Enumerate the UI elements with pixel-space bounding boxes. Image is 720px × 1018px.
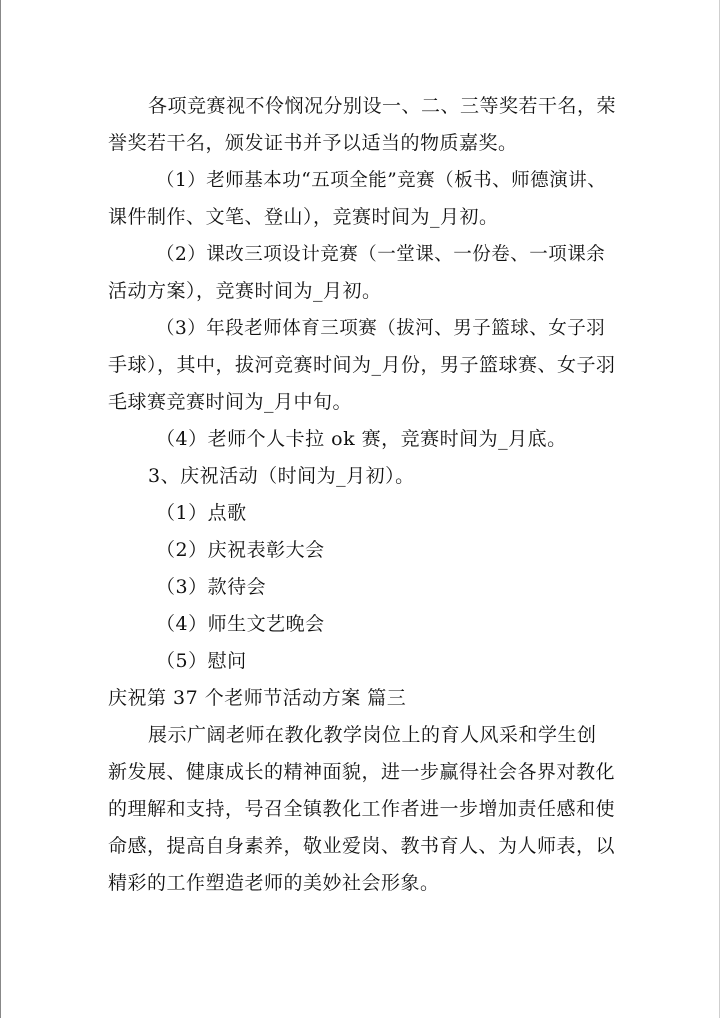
paragraph-line: 新发展、健康成长的精神面貌，进一步赢得社会各界对教化 (108, 761, 616, 783)
paragraph-line: 精彩的工作塑造老师的美妙社会形象。 (108, 872, 440, 894)
paragraph-line: （3）年段老师体育三项赛（拔河、男子篮球、女子羽 (156, 318, 606, 339)
list-item: （3）款待会 (156, 576, 267, 598)
paragraph-line: （1）老师基本功“五项全能”竞赛（板书、师德演讲、 (156, 170, 607, 191)
section-heading: 3、庆祝活动（时间为_月初）。 (148, 465, 415, 487)
paragraph-line: 课件制作、文笔、登山），竞赛时间为_月初。 (108, 206, 499, 228)
list-item: （1）点歌 (156, 502, 247, 524)
paragraph-line: 命感，提高自身素养，敬业爱岗、教书育人、为人师表，以 (108, 835, 616, 857)
paragraph-line: 的理解和支持，号召全镇教化工作者进一步增加责任感和使 (108, 798, 616, 820)
article-title: 庆祝第 37 个老师节活动方案 篇三 (108, 687, 407, 709)
paragraph-line: 活动方案），竞赛时间为_月初。 (108, 280, 382, 302)
list-item: （5）慰问 (156, 650, 247, 672)
list-item: （2）庆祝表彰大会 (156, 539, 325, 561)
paragraph-line: 毛球赛竞赛时间为_月中旬。 (108, 391, 353, 413)
paragraph-line: （2）课改三项设计竞赛（一堂课、一份卷、一项课余 (156, 244, 606, 265)
paragraph-line: 手球），其中，拔河竞赛时间为_月份，男子篮球赛、女子羽 (108, 354, 616, 376)
list-item: （4）师生文艺晚会 (156, 613, 325, 635)
document-body (108, 88, 616, 902)
paragraph-line: （4）老师个人卡拉 ok 赛，竞赛时间为_月底。 (156, 428, 567, 450)
paragraph-line: 各项竞赛视不伶悯况分别设一、二、三等奖若干名，荣 (148, 95, 616, 117)
page-edge-left (0, 0, 1, 1018)
paragraph-line: 誉奖若干名，颁发证书并予以适当的物质嘉奖。 (108, 132, 518, 154)
paragraph-line: 展示广阔老师在教化教学岗位上的育人风采和学生创 (148, 724, 597, 746)
